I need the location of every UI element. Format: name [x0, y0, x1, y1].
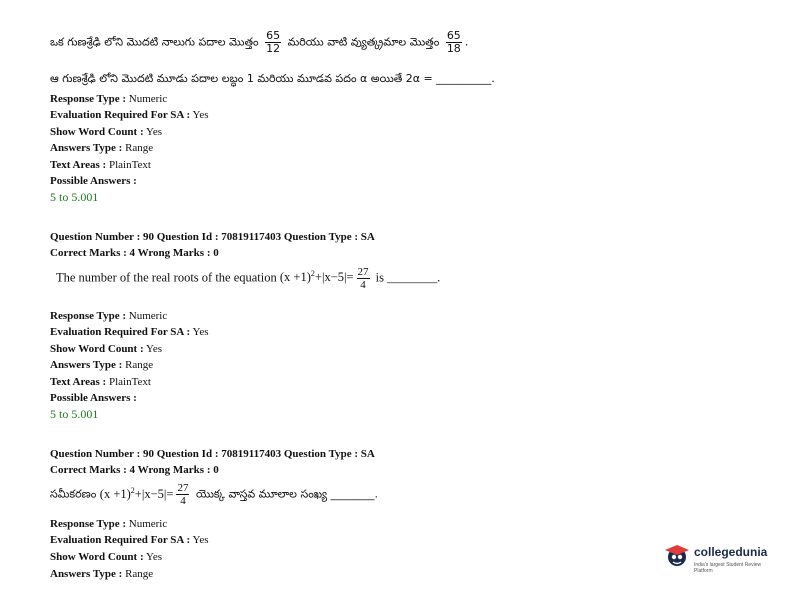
fraction-numerator: 27 — [177, 482, 189, 494]
fraction-numerator: 27 — [357, 266, 369, 278]
fraction-denominator: 18 — [446, 42, 461, 55]
marks-header: Correct Marks : 4 Wrong Marks : 0 — [50, 464, 219, 476]
intro-line-2: ఆ గుణశ్రేఢి లోని మొదటి మూడు పదాల లబ్ధం 1 మరియు మూడవ పదం α అయితే 2α = __________. — [50, 72, 495, 85]
question-text — [50, 482, 378, 507]
intro-end: . — [464, 35, 469, 49]
equation-part: (x +1) — [279, 270, 311, 285]
possible-answers-value: 5 to 5.001 — [50, 407, 99, 421]
value: Yes — [145, 343, 162, 355]
answers-type-row — [50, 567, 153, 581]
marks-header: Correct Marks : 4 Wrong Marks : 0 — [50, 247, 219, 259]
word-count-row — [50, 342, 162, 356]
fraction-27-4 — [357, 266, 370, 291]
label: Text Areas : — [50, 376, 107, 388]
response-type-row — [50, 309, 167, 323]
question-text-b: యొక్క వాస్తవ మూలాల సంఖ్య ________. — [195, 487, 378, 501]
value: Yes — [145, 551, 162, 563]
collegedunia-logo — [664, 540, 774, 576]
question-text-a: The number of the real roots of the equation — [56, 270, 277, 285]
evaluation-row — [50, 108, 209, 122]
graduate-cap-icon — [664, 542, 690, 568]
value: Yes — [192, 534, 209, 546]
exponent: 2 — [310, 269, 315, 279]
possible-answers-row — [50, 174, 137, 188]
fraction-65-12 — [265, 30, 281, 55]
equation-part: (x +1) — [99, 486, 131, 501]
equation-part: +|x−5|= — [134, 486, 174, 501]
label: Response Type : — [50, 93, 126, 105]
value: Range — [125, 568, 154, 580]
fraction-65-18 — [446, 30, 462, 55]
label: Response Type : — [50, 310, 126, 322]
value: Range — [125, 359, 154, 371]
label: Show Word Count : — [50, 551, 144, 563]
question-header: Question Number : 90 Question Id : 70819117403 Question Type : SA — [50, 448, 375, 460]
label: Show Word Count : — [50, 343, 144, 355]
text-areas-row — [50, 158, 151, 172]
label: Evaluation Required For SA : — [50, 534, 191, 546]
possible-answers-row — [50, 391, 137, 405]
label: Answers Type : — [50, 359, 123, 371]
possible-answers-value: 5 to 5.001 — [50, 190, 99, 204]
label: Answers Type : — [50, 568, 123, 580]
label: Answers Type : — [50, 142, 123, 154]
fraction-denominator: 4 — [180, 495, 186, 507]
logo-name: collegedunia — [694, 545, 768, 559]
fraction-numerator: 65 — [446, 29, 461, 42]
logo-tagline: India's largest Student Review Platform — [694, 562, 762, 574]
value: Numeric — [128, 93, 168, 105]
value: PlainText — [108, 159, 151, 171]
value: Range — [125, 142, 154, 154]
fraction-numerator: 65 — [266, 29, 281, 42]
value: Yes — [192, 109, 209, 121]
value: Numeric — [128, 518, 168, 530]
label: Response Type : — [50, 518, 126, 530]
value: PlainText — [108, 376, 151, 388]
word-count-row — [50, 550, 162, 564]
label: Evaluation Required For SA : — [50, 326, 191, 338]
answers-type-row — [50, 358, 153, 372]
label: Show Word Count : — [50, 126, 144, 138]
label: Evaluation Required For SA : — [50, 109, 191, 121]
intro-line-1 — [50, 30, 468, 55]
fraction-denominator: 12 — [266, 42, 281, 55]
response-type-row — [50, 92, 167, 106]
exponent: 2 — [130, 485, 135, 495]
intro-text-b: మరియు వాటి వ్యుత్క్రమాల మొత్తం — [287, 35, 440, 49]
intro-text-a: ఒక గుణశ్రేఢి లోని మొదటి నాలుగు పదాల మొత్తం — [50, 35, 259, 49]
label: Text Areas : — [50, 159, 107, 171]
text-areas-row — [50, 375, 151, 389]
equation — [100, 487, 174, 501]
label: Possible Answers : — [50, 392, 137, 404]
response-type-row — [50, 517, 167, 531]
value: Yes — [192, 326, 209, 338]
fraction-denominator: 4 — [360, 279, 366, 291]
value: Numeric — [128, 310, 168, 322]
evaluation-row — [50, 533, 209, 547]
value: Yes — [145, 126, 162, 138]
equation-part: +|x−5|= — [314, 270, 354, 285]
question-text — [56, 266, 440, 291]
word-count-row — [50, 125, 162, 139]
question-text-b: is ________. — [375, 270, 441, 285]
equation — [280, 270, 354, 284]
fraction-27-4 — [176, 482, 189, 507]
label: Possible Answers : — [50, 175, 137, 187]
answers-type-row — [50, 141, 153, 155]
question-text-a: సమీకరణం — [50, 487, 97, 501]
question-header: Question Number : 90 Question Id : 70819117403 Question Type : SA — [50, 231, 375, 243]
evaluation-row — [50, 325, 209, 339]
